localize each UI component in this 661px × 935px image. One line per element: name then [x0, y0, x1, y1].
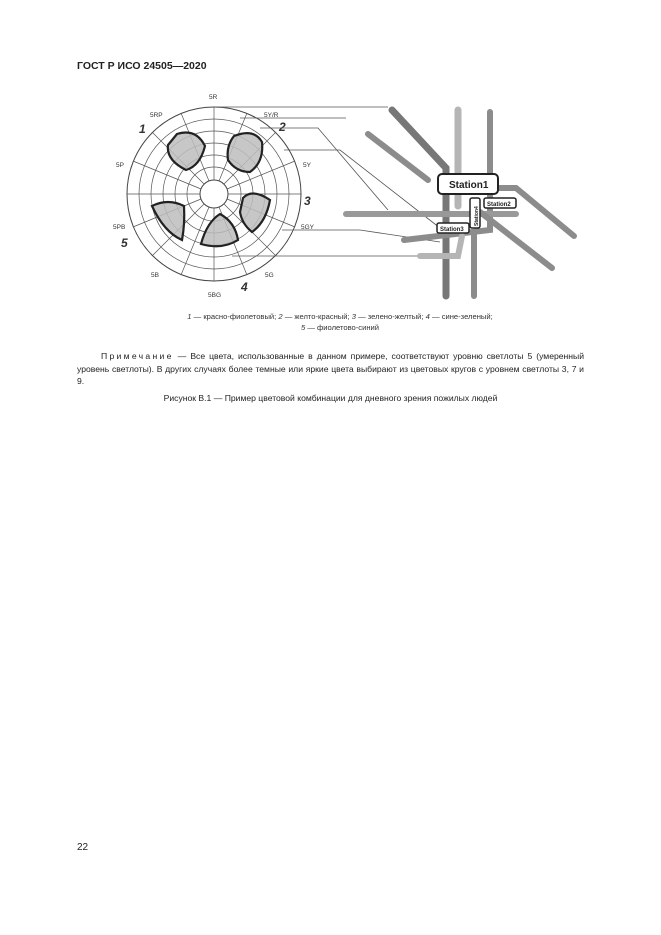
figure-title: Рисунок В.1 — Пример цветовой комбинации для дневного зрения пожилых людей — [163, 393, 498, 403]
caption-number: 1 — [187, 312, 192, 321]
station4-label: Station4 — [474, 206, 480, 226]
hue-label: 5RP — [150, 112, 163, 119]
figure-b1 — [0, 0, 661, 310]
hue-label: 5P — [116, 162, 124, 169]
color-wheel — [113, 94, 315, 299]
note-paragraph — [77, 350, 584, 388]
petal-4 — [201, 214, 238, 246]
page-number: 22 — [77, 842, 89, 853]
hue-label: 5PB — [113, 224, 126, 231]
hue-label: 5GY — [301, 224, 315, 231]
station2-label: Station2 — [487, 202, 511, 208]
group-number: 4 — [241, 280, 248, 294]
map-line — [392, 110, 446, 296]
petal-2 — [228, 133, 263, 172]
hue-label: 5Y — [303, 162, 311, 169]
petal-1 — [168, 133, 205, 171]
caption-text: — желто-красный; — [282, 312, 352, 321]
hue-label: 5B — [151, 272, 159, 279]
map-line — [480, 212, 552, 268]
group-number: 3 — [304, 194, 311, 208]
caption-text: — фиолетово-синий — [305, 323, 380, 332]
caption-text: — красно-фиолетовый; — [191, 312, 279, 321]
group-number: 1 — [139, 122, 146, 136]
station3-label: Station3 — [440, 227, 464, 233]
caption-text: — сине-зеленый; — [429, 312, 493, 321]
figure-caption — [110, 311, 570, 333]
caption-number: 5 — [300, 323, 306, 332]
caption-number: 4 — [425, 312, 430, 321]
caption-number: 2 — [278, 312, 283, 321]
hue-label: 5BG — [208, 292, 222, 299]
hue-label: 5R — [209, 94, 218, 101]
caption-text: — зелено-желтый; — [355, 312, 426, 321]
caption-number: 3 — [351, 312, 356, 321]
hue-label: 5Y/R — [264, 112, 279, 119]
station1-label: Station1 — [449, 180, 489, 191]
subway-map — [346, 110, 574, 296]
document-header: ГОСТ Р ИСО 24505—2020 — [77, 60, 207, 72]
petal-3 — [240, 193, 270, 232]
group-number: 5 — [121, 236, 128, 250]
note-label: Примечание — [101, 351, 174, 361]
note-text: — Все цвета, использованные в данном примере, соответствуют уровню светлоты 5 (умеренный уровень светлоты). В других случаях более темные или яркие цвета выбирают из цветовых кругов с уровнем светлоты 3, 7 и 9. — [77, 351, 584, 386]
hue-label: 5G — [265, 272, 274, 279]
group-number: 2 — [279, 120, 286, 134]
